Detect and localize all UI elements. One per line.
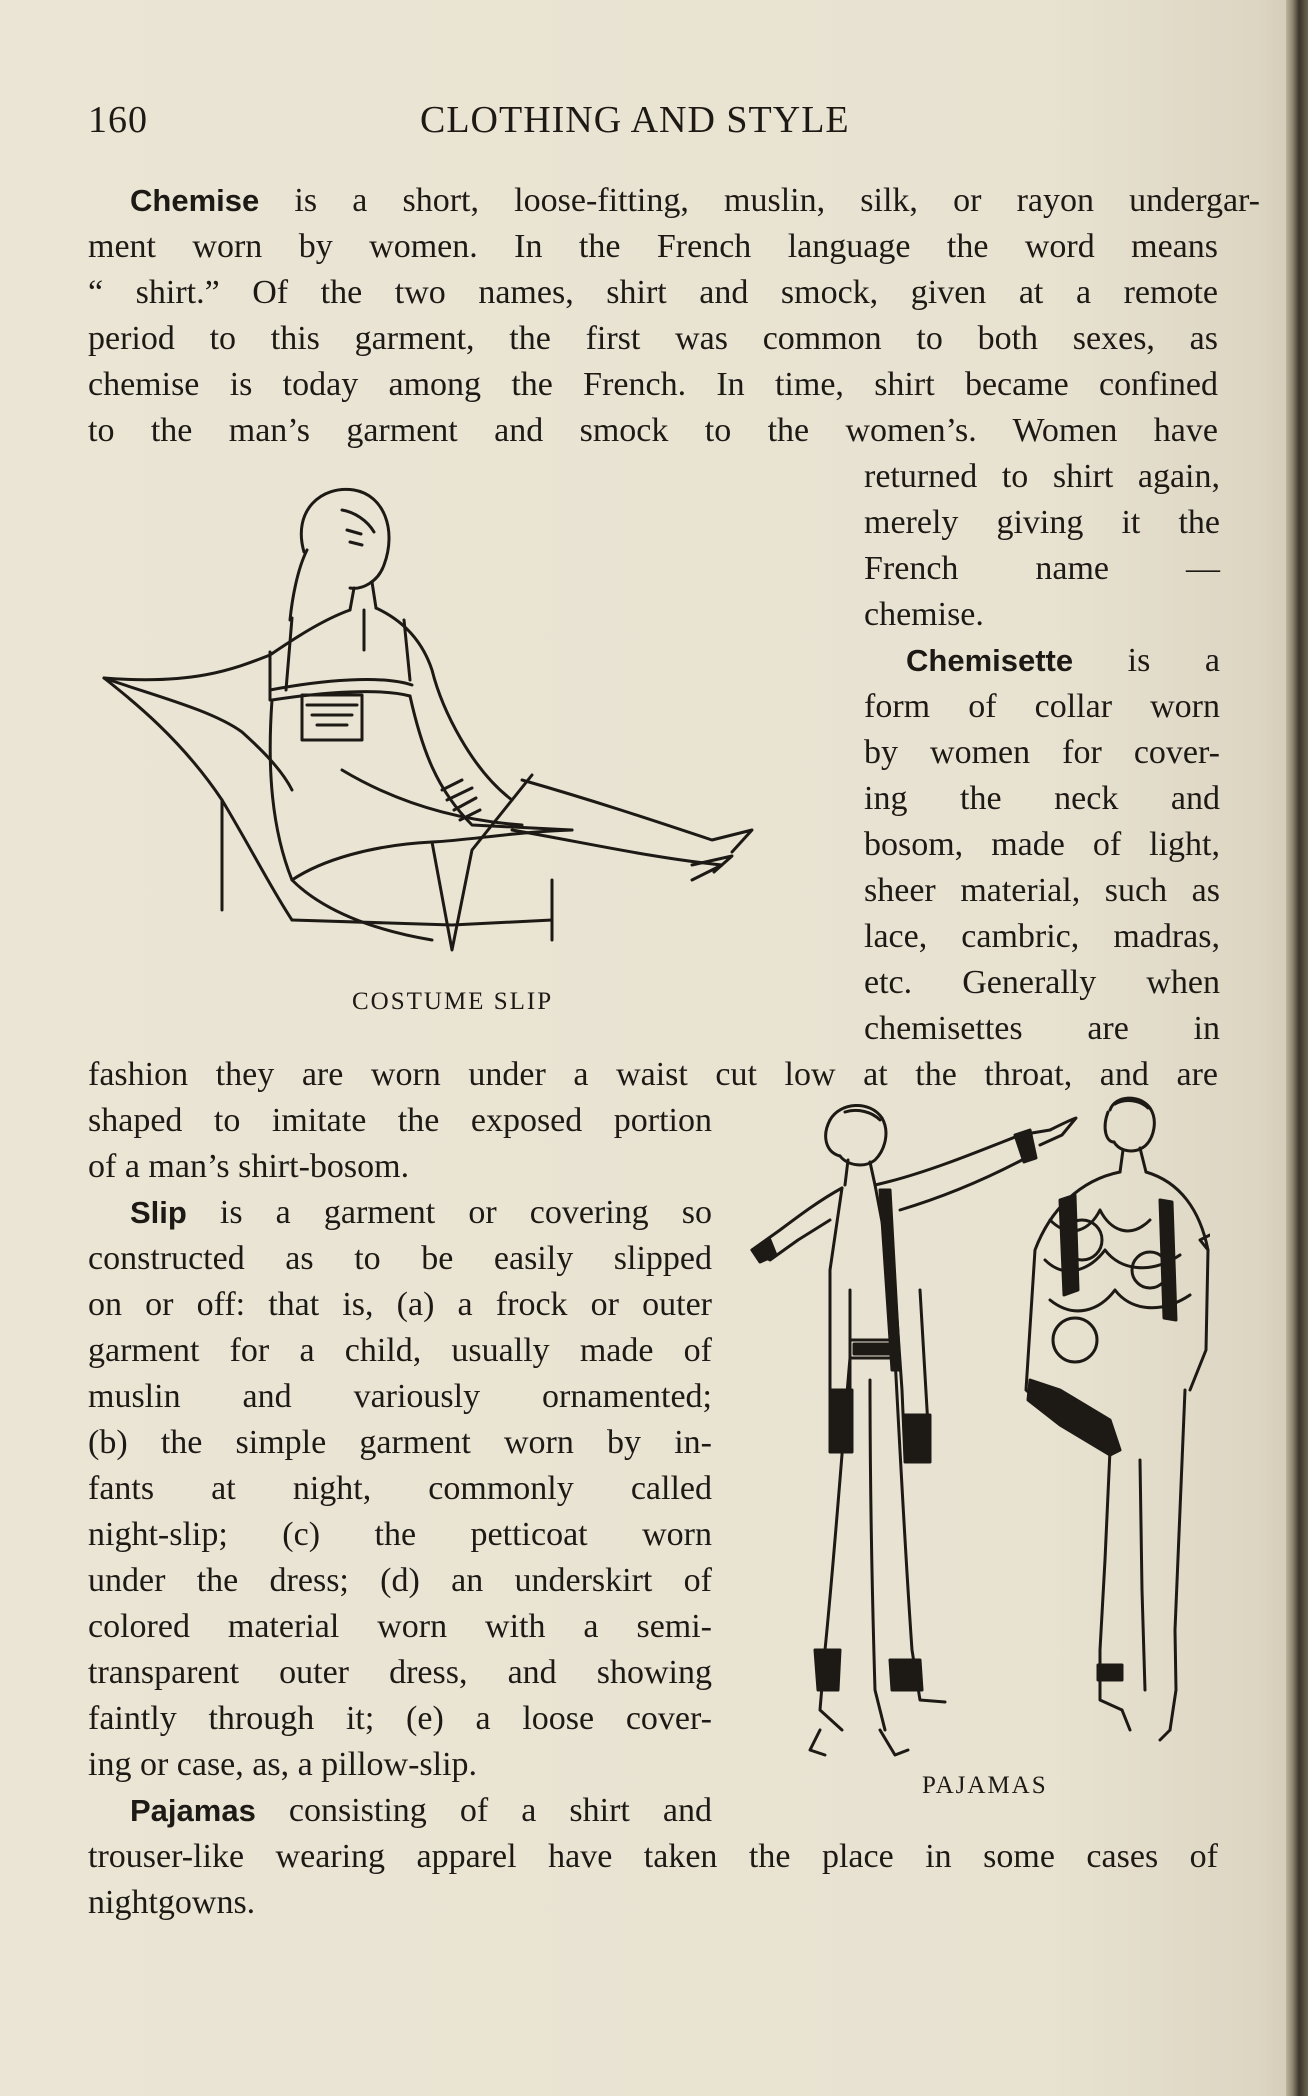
running-header [88, 98, 1220, 148]
pajamas-caption: PAJAMAS [922, 1772, 1048, 1799]
text-line: Pajamas consisting of a shirt and [130, 1792, 712, 1829]
text-line: garment for a child, usually made of [88, 1332, 712, 1369]
running-title: CLOTHING AND STYLE [420, 99, 850, 141]
text-line: chemisettes are in [864, 1010, 1220, 1047]
costume-slip-caption: COSTUME SLIP [352, 988, 554, 1015]
text-line: by women for cover- [864, 734, 1220, 771]
text-line: fants at night, commonly called [88, 1470, 712, 1507]
text-line: shaped to imitate the exposed portion [88, 1102, 712, 1139]
text-line: bosom, made of light, [864, 826, 1220, 863]
term-chemisette: Chemisette [906, 643, 1074, 678]
page-number: 160 [88, 99, 148, 141]
text-line: merely giving it the [864, 504, 1220, 541]
term-chemise: Chemise [130, 183, 260, 218]
term-slip: Slip [130, 1195, 187, 1230]
text-line: returned to shirt again, [864, 458, 1220, 495]
text-line: fashion they are worn under a waist cut low at the throat, and are [88, 1056, 1218, 1093]
text-line: ment worn by women. In the French language the word means [88, 228, 1218, 265]
text-line: Slip is a garment or covering so [130, 1194, 712, 1231]
page-edge [1286, 0, 1308, 2096]
text-line: of a man’s shirt-bosom. [88, 1148, 410, 1185]
text-line: form of collar worn [864, 688, 1220, 725]
text-line: etc. Generally when [864, 964, 1220, 1001]
text-line: faintly through it; (e) a loose cover- [88, 1700, 712, 1737]
text-line: under the dress; (d) an underskirt of [88, 1562, 712, 1599]
text-line: Chemise is a short, loose-fitting, muslin, silk, or rayon undergar- [130, 182, 1260, 219]
term-pajamas: Pajamas [130, 1793, 256, 1828]
text-line: night-slip; (c) the petticoat worn [88, 1516, 712, 1553]
pajamas-illustration [730, 1090, 1210, 1770]
text-line: constructed as to be easily slipped [88, 1240, 712, 1277]
text-line: sheer material, such as [864, 872, 1220, 909]
text-line: ing or case, as, a pillow-slip. [88, 1746, 478, 1783]
text-line: trouser-like wearing apparel have taken the place in some cases of [88, 1838, 1218, 1875]
text-line: transparent outer dress, and showing [88, 1654, 712, 1691]
text-line: (b) the simple garment worn by in- [88, 1424, 712, 1461]
text-line: period to this garment, the first was common to both sexes, as [88, 320, 1218, 357]
text-line: lace, cambric, madras, [864, 918, 1220, 955]
costume-slip-illustration [92, 470, 852, 990]
text-line: “ shirt.” Of the two names, shirt and smock, given at a remote [88, 274, 1218, 311]
text-line: nightgowns. [88, 1884, 256, 1921]
text-line: muslin and variously ornamented; [88, 1378, 712, 1415]
text-line: chemise is today among the French. In time, shirt became confined [88, 366, 1218, 403]
text-line: chemise. [864, 596, 984, 633]
text-line: to the man’s garment and smock to the women’s. Women have [88, 412, 1218, 449]
text-line: French name — [864, 550, 1220, 587]
text-line: ing the neck and [864, 780, 1220, 817]
text-line: Chemisette is a [906, 642, 1220, 679]
text-line: colored material worn with a semi- [88, 1608, 712, 1645]
text-line: on or off: that is, (a) a frock or outer [88, 1286, 712, 1323]
